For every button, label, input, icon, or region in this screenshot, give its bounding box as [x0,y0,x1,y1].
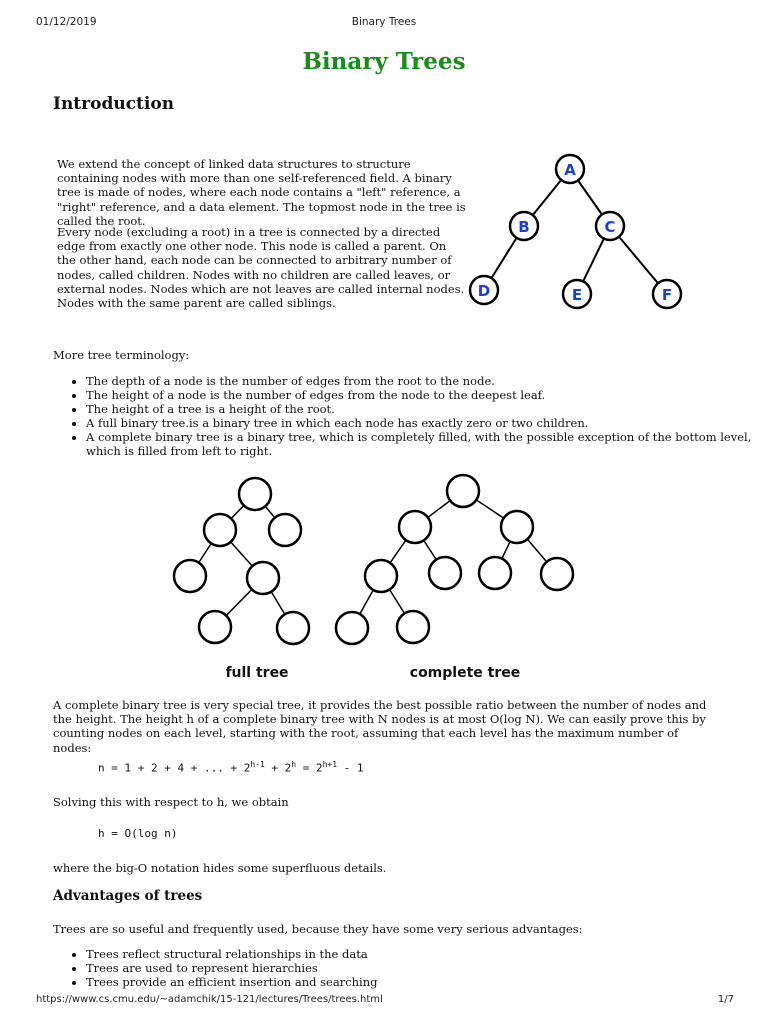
complete-tree-paragraph: A complete binary tree is very special tree, it provides the best possible ratio between the number of nodes and the height. The height h of a complete binary tree with N nodes is at most O(log N). We can easily prove this by counting nodes on each level, starting with the root, assuming that each level has the maximum number of nodes: [53,698,707,755]
page-number: 1/7 [717,994,734,1005]
advantage-item: • Trees provide an efficient insertion and searching [86,975,756,989]
full-tree-node [277,612,309,644]
advantages-lead: Trees are so useful and frequently used, because they have some very serious advantages: [53,922,583,936]
complete-tree-node [365,560,397,592]
complete-tree-node [397,611,429,643]
formula-node-count: n = 1 + 2 + 4 + ... + $2^{h-1} + 2^h = 2^{h+1} - 1$ [98,760,364,775]
complete-tree-node [479,557,511,589]
tree-label-b: B [518,218,530,236]
intro-paragraph-1: We extend the concept of linked data structures to structure containing nodes with more than one self-referenced field. A binary tree is made of nodes, where each node contains a "left" reference, a "right" reference, and a data element. The topmost node in the tree is called the root. [57,157,466,228]
full-vs-complete-tree-figure [165,472,585,686]
advantages-list [53,947,756,989]
terminology-list [53,374,756,458]
full-tree-node [204,514,236,546]
bigo-text: where the big-O notation hides some superfluous details. [53,861,387,875]
tree-label-e: E [571,286,583,304]
terminology-item: • The depth of a node is the number of edges from the root to the node. [86,374,756,388]
tree-label-d: D [477,282,491,300]
full-tree-node [174,560,206,592]
print-footer [0,994,768,1010]
full-tree-node [199,611,231,643]
terminology-item: • A full binary tree.is a binary tree in which each node has exactly zero or two children. [86,416,756,430]
advantage-item: • Trees are used to represent hierarchies [86,961,756,975]
terminology-item: • The height of a node is the number of edges from the node to the deepest leaf. [86,388,756,402]
full-tree-edges [190,494,293,628]
print-url: https://www.cs.cmu.edu/~adamchik/15-121/lectures/Trees/trees.html [36,994,383,1005]
complete-tree-node [399,511,431,543]
tree-label-c: C [604,218,616,236]
page-title: Binary Trees [302,48,466,75]
tree-label-f: F [661,286,673,304]
intro-heading: Introduction [53,94,175,114]
terminology-lead: More tree terminology: [53,348,190,362]
solving-text: Solving this with respect to h, we obtain [53,795,289,809]
full-tree-node [269,514,301,546]
print-date: 01/12/2019 [36,16,97,28]
full-tree-node [239,478,271,510]
complete-tree-node [541,558,573,590]
full-tree-node [247,562,279,594]
formula-height: h = O(log n) [98,827,178,840]
complete-tree-node [336,612,368,644]
complete-tree-node [447,475,479,507]
intro-paragraph-2: Every node (excluding a root) in a tree is connected by a directed edge from exactly one other node. This node is called a parent. On the other hand, each node can be connected to arbitrary number of nodes, called children. Nodes with no children are called leaves, or external nodes. Nodes which are not leaves are called internal nodes. Nodes with the same parent are called siblings. [57,225,465,311]
print-header [0,16,768,32]
terminology-item: • The height of a tree is a height of the root. [86,402,756,416]
advantage-item: • Trees reflect structural relationships in the data [86,947,756,961]
print-title: Binary Trees [351,16,417,28]
tree-label-a: A [564,161,576,179]
advantages-heading: Advantages of trees [53,888,203,904]
complete-tree-caption: complete tree [409,665,521,681]
complete-tree-node [501,511,533,543]
terminology-item: • A complete binary tree is a binary tree, which is completely filled, with the possible exception of the bottom level, which is filled from left to right. [86,430,756,458]
binary-tree-diagram [462,148,702,320]
full-tree-caption: full tree [225,665,289,681]
complete-tree-node [429,557,461,589]
